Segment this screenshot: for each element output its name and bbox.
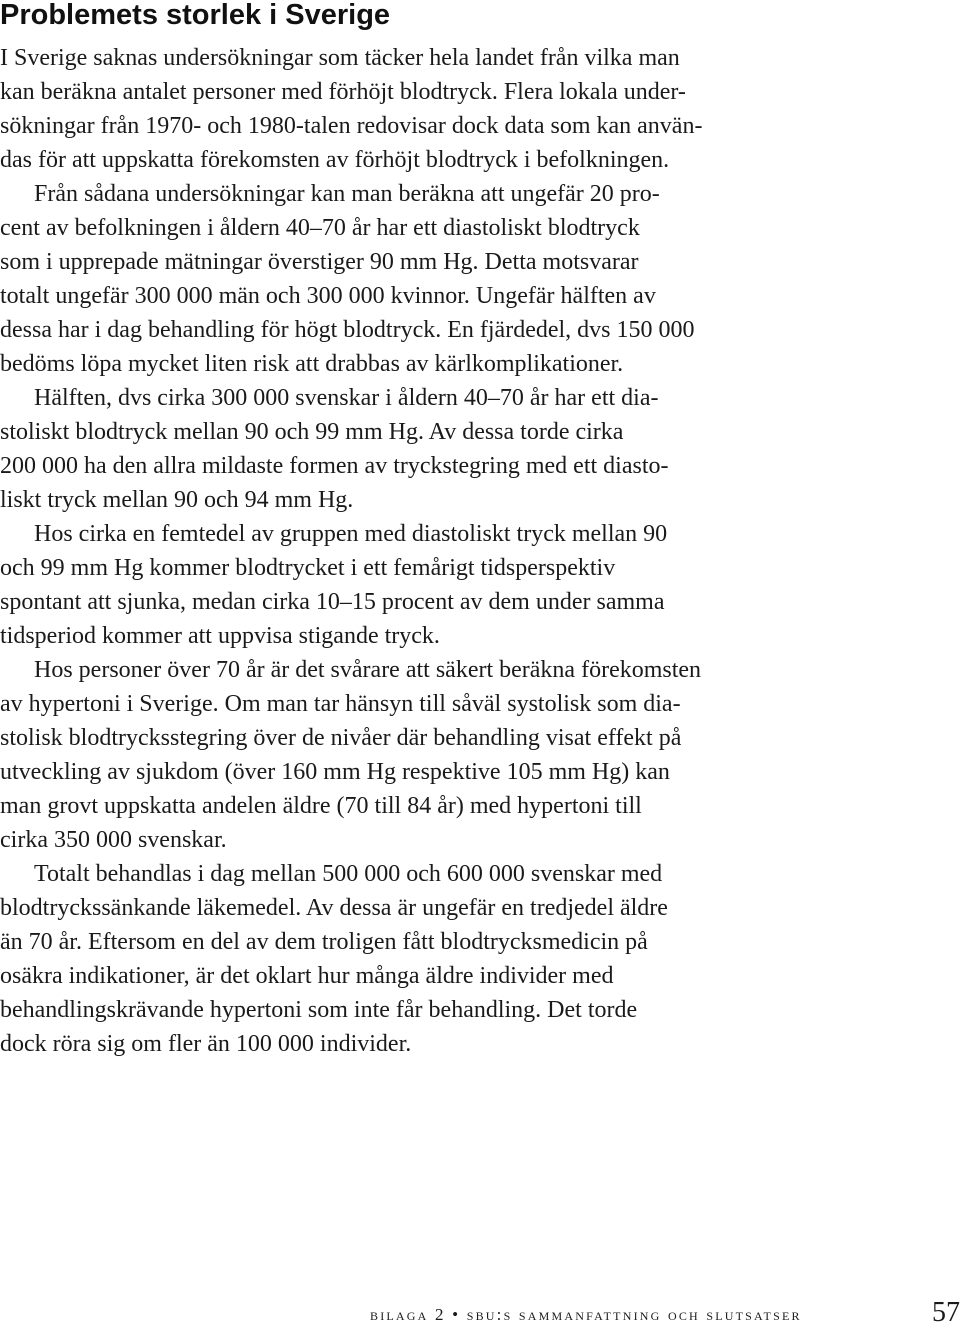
paragraph bbox=[0, 517, 760, 653]
text-line: 200 000 ha den allra mildaste formen av tryckstegring med ett diasto- bbox=[0, 453, 669, 479]
text-line: osäkra indikationer, är det oklart hur många äldre individer med bbox=[0, 963, 614, 989]
text-line: tidsperiod kommer att uppvisa stigande tryck. bbox=[0, 623, 440, 649]
body-text bbox=[0, 41, 760, 1061]
text-line: Hälften, dvs cirka 300 000 svenskar i åldern 40–70 år har ett dia- bbox=[34, 385, 659, 411]
text-line: man grovt uppskatta andelen äldre (70 till 84 år) med hypertoni till bbox=[0, 793, 642, 819]
text-line: sökningar från 1970- och 1980-talen redovisar dock data som kan använ- bbox=[0, 113, 703, 139]
text-line: cirka 350 000 svenskar. bbox=[0, 827, 227, 853]
text-line: av hypertoni i Sverige. Om man tar hänsyn till såväl systolisk som dia- bbox=[0, 691, 681, 717]
section-heading: Problemets storlek i Sverige bbox=[0, 0, 391, 31]
text-line: stoliskt blodtryck mellan 90 och 99 mm Hg. Av dessa torde cirka bbox=[0, 419, 624, 445]
text-line: cent av befolkningen i åldern 40–70 år har ett diastoliskt blodtryck bbox=[0, 215, 640, 241]
footer-text: bilaga 2 • sbu:s sammanfattning och slutsatser bbox=[370, 1305, 802, 1324]
text-line: totalt ungefär 300 000 män och 300 000 kvinnor. Ungefär hälften av bbox=[0, 283, 656, 309]
text-line: än 70 år. Eftersom en del av dem troligen fått blodtrycksmedicin på bbox=[0, 929, 648, 955]
text-line: utveckling av sjukdom (över 160 mm Hg respektive 105 mm Hg) kan bbox=[0, 759, 670, 785]
text-line: stolisk blodtrycksstegring över de nivåer där behandling visat effekt på bbox=[0, 725, 682, 751]
paragraph bbox=[0, 41, 760, 177]
text-line: blodtryckssänkande läkemedel. Av dessa är ungefär en tredjedel äldre bbox=[0, 895, 668, 921]
text-line: I Sverige saknas undersökningar som täcker hela landet från vilka man bbox=[0, 45, 680, 71]
paragraph bbox=[0, 653, 760, 857]
text-line: och 99 mm Hg kommer blodtrycket i ett femårigt tidsperspektiv bbox=[0, 555, 616, 581]
text-line: Totalt behandlas i dag mellan 500 000 och 600 000 svenskar med bbox=[34, 861, 663, 887]
text-line: Hos cirka en femtedel av gruppen med diastoliskt tryck mellan 90 bbox=[34, 521, 668, 547]
text-line: dock röra sig om fler än 100 000 individer. bbox=[0, 1031, 412, 1057]
paragraph bbox=[0, 857, 760, 1061]
paragraph bbox=[0, 177, 760, 381]
text-line: bedöms löpa mycket liten risk att drabbas av kärlkomplikationer. bbox=[0, 351, 624, 377]
text-line: som i upprepade mätningar överstiger 90 mm Hg. Detta motsvarar bbox=[0, 249, 639, 275]
page-number: 57 bbox=[932, 1297, 960, 1328]
text-line: dessa har i dag behandling för högt blodtryck. En fjärdedel, dvs 150 000 bbox=[0, 317, 695, 343]
text-line: das för att uppskatta förekomsten av förhöjt blodtryck i befolkningen. bbox=[0, 147, 670, 173]
paragraph bbox=[0, 381, 760, 517]
text-line: spontant att sjunka, medan cirka 10–15 procent av dem under samma bbox=[0, 589, 665, 615]
text-line: Hos personer över 70 år är det svårare att säkert beräkna förekomsten bbox=[34, 657, 702, 683]
text-line: kan beräkna antalet personer med förhöjt blodtryck. Flera lokala under- bbox=[0, 79, 686, 105]
text-line: liskt tryck mellan 90 och 94 mm Hg. bbox=[0, 487, 354, 513]
text-line: Från sådana undersökningar kan man beräkna att ungefär 20 pro- bbox=[34, 181, 660, 207]
text-line: behandlingskrävande hypertoni som inte får behandling. Det torde bbox=[0, 997, 638, 1023]
